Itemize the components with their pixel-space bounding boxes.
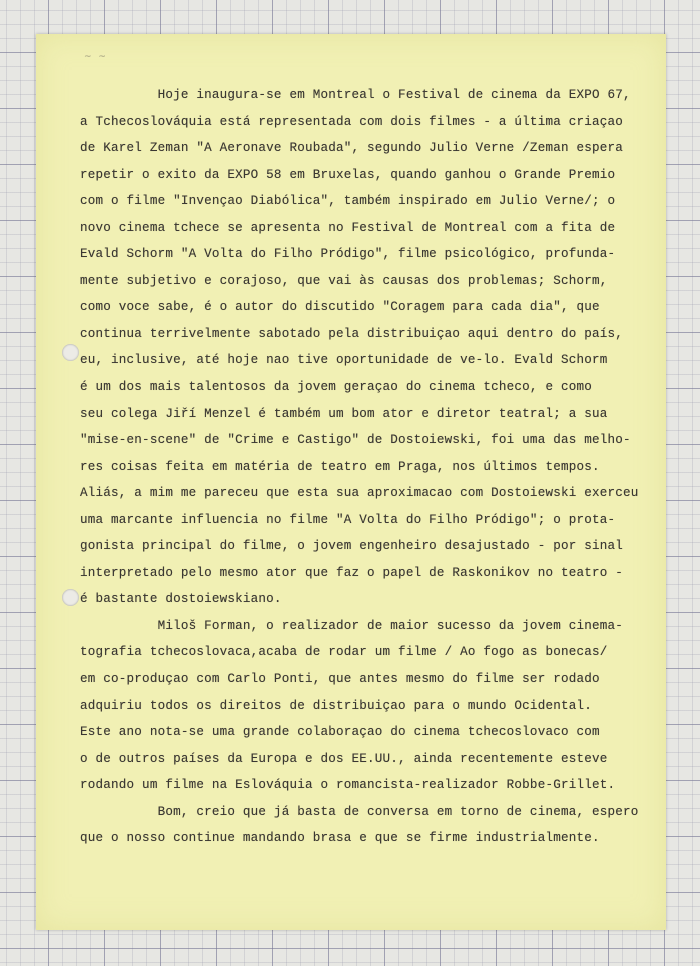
text-line: "mise-en-scene" de "Crime e Castigo" de Dostoiewski, foi uma das melho- (80, 433, 631, 448)
text-line: continua terrivelmente sabotado pela distribuiçao aqui dentro do país, (80, 326, 624, 341)
text-line: eu, inclusive, até hoje nao tive oportunidade de ve-lo. Evald Schorm (80, 353, 608, 368)
text-line: que o nosso continue mandando brasa e que se firme industrialmente. (80, 831, 600, 846)
text-line: gonista principal do filme, o jovem engenheiro desajustado - por sinal (80, 539, 624, 554)
typewritten-letter-page (36, 34, 666, 930)
text-line: Este ano nota-se uma grande colaboraçao do cinema tchecoslovaco com (80, 725, 600, 740)
text-line: rodando um filme na Eslováquia o romancista-realizador Robbe-Grillet. (80, 778, 616, 793)
text-line: mente subjetivo e corajoso, que vai às causas dos problemas; Schorm, (80, 273, 608, 288)
text-line: a Tchecoslováquia está representada com dois filmes - a última criaçao (80, 114, 624, 129)
text-line: adquiriu todos os direitos de distribuiçao para o mundo Ocidental. (80, 698, 592, 713)
text-line: uma marcante influencia no filme "A Volta do Filho Pródigo"; o prota- (80, 512, 616, 527)
text-line: em co-produçao com Carlo Ponti, que antes mesmo do filme ser rodado (80, 672, 600, 687)
text-line: seu colega Jiří Menzel é também um bom ator e diretor teatral; a sua (80, 406, 608, 421)
text-line: novo cinema tchece se apresenta no Festival de Montreal com a fita de (80, 220, 616, 235)
text-line: como voce sabe, é o autor do discutido "Coragem para cada dia", que (80, 300, 600, 315)
punch-hole-upper (62, 344, 79, 361)
text-line: Aliás, a mim me pareceu que esta sua aproximacao com Dostoiewski exerceu (80, 486, 639, 501)
text-line: Hoje inaugura-se em Montreal o Festival de cinema da EXPO 67, (80, 88, 631, 102)
text-line: tografia tchecoslovaca,acaba de rodar um filme / Ao fogo as bonecas/ (80, 645, 608, 660)
text-line: repetir o exito da EXPO 58 em Bruxelas, quando ganhou o Grande Premio (80, 167, 616, 182)
text-line: interpretado pelo mesmo ator que faz o papel de Raskonikov no teatro - (80, 565, 624, 580)
text-line: é um dos mais talentosos da jovem geraçao do cinema tcheco, e como (80, 380, 592, 395)
punch-hole-lower (62, 589, 79, 606)
letter-body (80, 82, 660, 852)
text-line: Evald Schorm "A Volta do Filho Pródigo", filme psicológico, profunda- (80, 247, 616, 262)
text-line: Miloš Forman, o realizador de maior sucesso da jovem cinema- (80, 618, 624, 633)
text-line: é bastante dostoiewskiano. (80, 592, 282, 607)
text-line: o de outros países da Europa e dos EE.UU., ainda recentemente esteve (80, 751, 608, 766)
corner-mark: ~ ~ (84, 52, 108, 62)
text-line: Bom, creio que já basta de conversa em torno de cinema, espero (80, 804, 639, 819)
text-line: de Karel Zeman "A Aeronave Roubada", segundo Julio Verne /Zeman espera (80, 141, 624, 156)
text-line: com o filme "Invençao Diabólica", também inspirado em Julio Verne/; o (80, 194, 616, 209)
text-line: res coisas feita em matéria de teatro em Praga, nos últimos tempos. (80, 459, 600, 474)
